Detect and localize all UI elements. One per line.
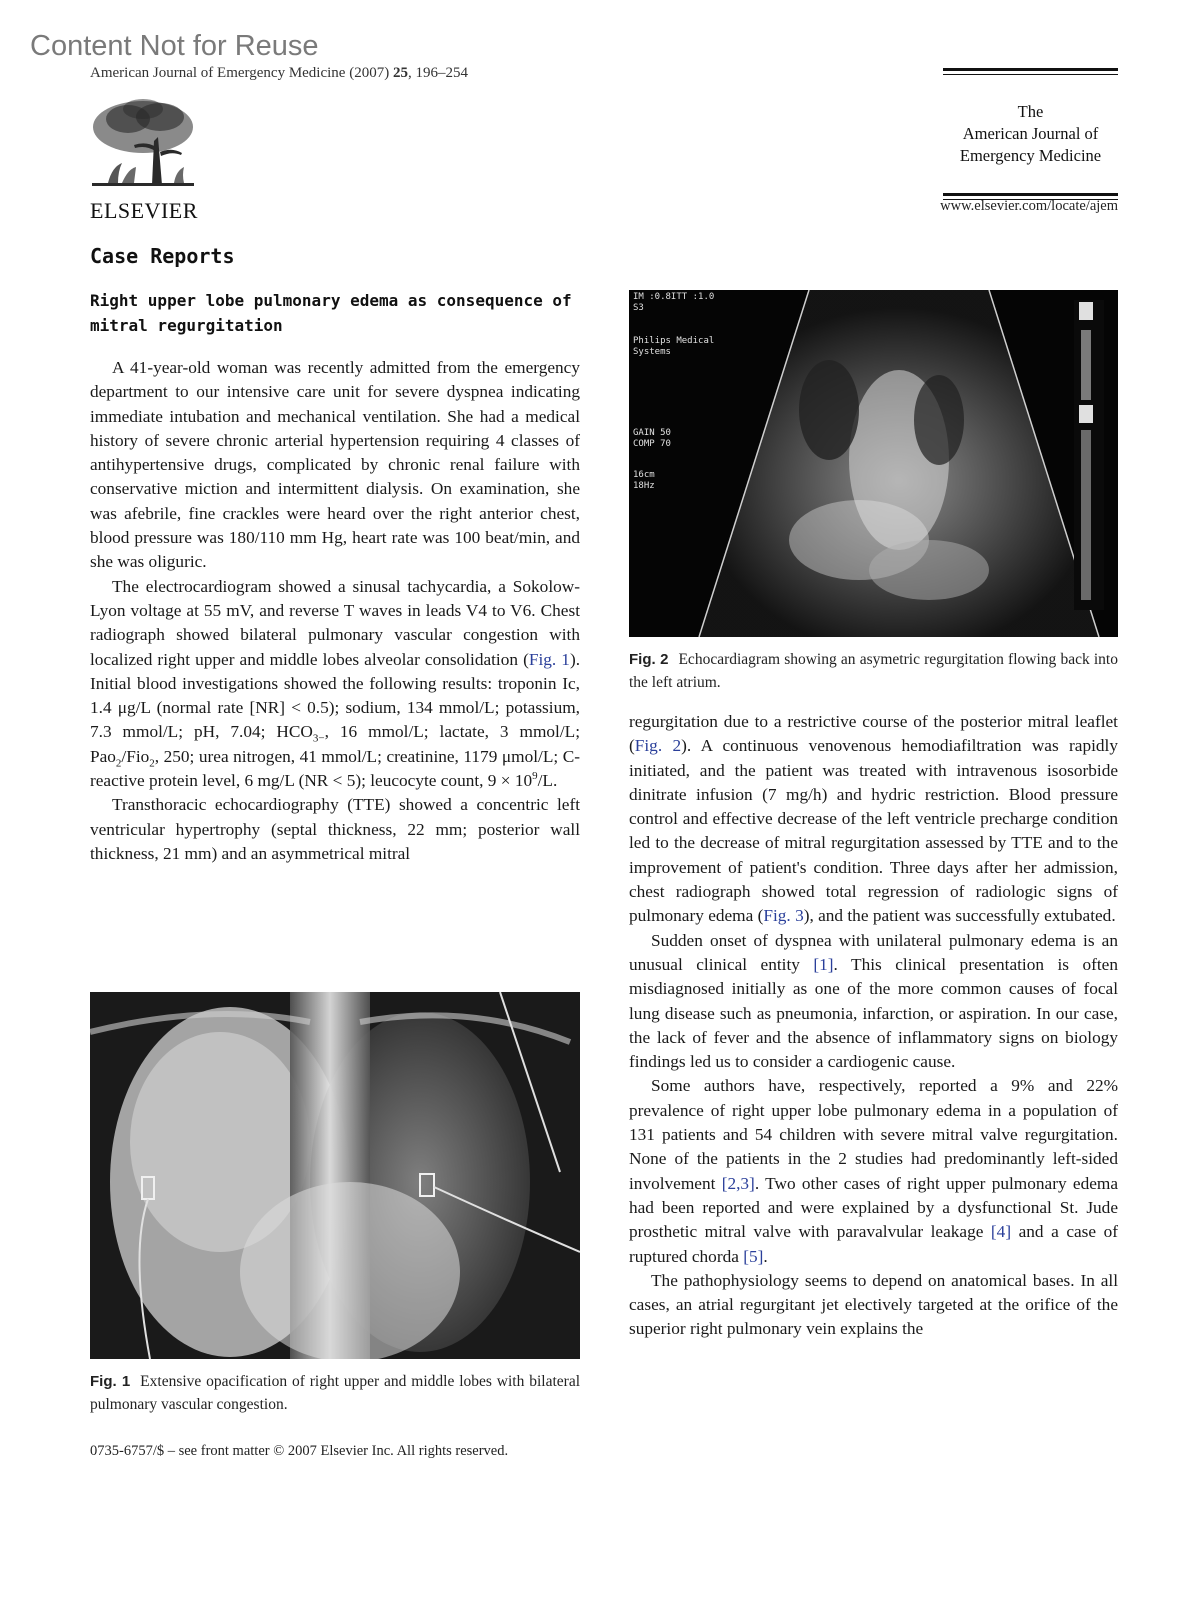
- paragraph: Transthoracic echocardiography (TTE) showed a concentric left ventricular hypertrophy (septal thickness, 22 mm; posterior wall thickness, 21 mm) and an asymmetrical mitral: [90, 795, 580, 863]
- figure-reference-link[interactable]: Fig. 2: [634, 736, 682, 756]
- elsevier-tree-logo: [88, 97, 206, 193]
- figure-reference-link[interactable]: Fig. 3: [763, 906, 804, 926]
- section-heading: Case Reports: [90, 244, 235, 268]
- citation-link[interactable]: [5]: [743, 1246, 764, 1266]
- paragraph: The pathophysiology seems to depend on anatomical bases. In all cases, an atrial regurgitant jet electively targeted at the orifice of the superior right pulmonary vein explains the: [629, 1270, 1118, 1339]
- masthead-rule: [943, 193, 1118, 196]
- watermark: Content Not for Reuse: [30, 30, 319, 62]
- paragraph: Some authors have, respectively, reported a 9% and 22% prevalence of right upper lobe pulmonary edema in a population of 131 patients and 54 children with severe mitral valve regurgitation. None of the patients in the 2 studies had predominantly left-sided involvement [2,3]. Two other cases of right upper pulmonary edema had been reported and were explained by a dysfunctional St. Jude prosthetic mitral valve with paravalvular leakage [4] and a case of ruptured chorda [5].: [629, 1076, 1118, 1266]
- article-title: Right upper lobe pulmonary edema as consequence of mitral regurgitation: [90, 291, 572, 335]
- journal-citation: American Journal of Emergency Medicine (2007) 25, 196–254: [90, 65, 468, 81]
- paragraph: The electrocardiogram showed a sinusal tachycardia, a Sokolow-Lyon voltage at 55 mV, and reverse T waves in leads V4 to V6. Chest radiograph showed bilateral pulmonary vascular congestion with localized right upper and middle lobes alveolar consolidation (Fig. 1). Initial blood investigations showed the following results: troponin Ic, 1.4 μg/L (normal rate [NR] < 0.5); sodium, 134 mmol/L; potassium, 7.3 mmol/L; pH, 7.04; $HCO_{3-}$, 16 mmol/L; lactate, 3 mmol/L; Pao$_2$/Fio$_2$, 250; urea nitrogen, 41 mmol/L; creatinine, 1179 μmol/L; C-reactive protein level, 6 mg/L (NR < 5); leucocyte count, $9 \times 10^9/L$.: [90, 576, 581, 791]
- journal-masthead: [943, 68, 1118, 200]
- right-column-body: [629, 710, 1118, 1342]
- copyright-footer: 0735-6757/$ – see front matter © 2007 Elsevier Inc. All rights reserved.: [90, 1443, 509, 1459]
- paragraph: Sudden onset of dyspnea with unilateral pulmonary edema is an unusual clinical entity [1]. This clinical presentation is often misdiagnosed initially as one of the more common causes of focal lung disease such as pneumonia, infarction, or aspiration. In our case, the lack of fever and the absence of inflammatory signs on biology findings led us to consider a cardiogenic cause.: [629, 930, 1118, 1072]
- journal-url-link[interactable]: www.elsevier.com/locate/ajem: [940, 198, 1118, 214]
- masthead-rule: [943, 68, 1118, 71]
- figure-reference-link[interactable]: Fig. 1: [528, 649, 570, 669]
- paragraph: A 41-year-old woman was recently admitted from the emergency department to our intensive care unit for severe dyspnea indicating immediate intubation and mechanical ventilation. She had a medical history of severe chronic arterial hypertension requiring 4 classes of antihypertensive drugs, complicated by chronic renal failure with conservative miction and intermittent dialysis. On examination, she was afebrile, fine crackles were heard over the right anterior chest, blood pressure was 180/110 mm Hg, heart rate was 100 beat/min, and she was oliguric.: [90, 358, 580, 572]
- paragraph: regurgitation due to a restrictive course of the posterior mitral leaflet (Fig. 2). A continuous venovenous hemodiafiltration was rapidly initiated, and the patient was treated with intravenous isosorbide dinitrate infusion (7 mg/h) and hydric restriction. Blood pressure control and effective decrease of the left ventricle precharge condition led to the decrease of mitral regurgitation assessed by TTE and to the improvement of patient's condition. Three days after her admission, chest radiograph showed total regression of radiologic signs of pulmonary edema (Fig. 3), and the patient was successfully extubated.: [629, 712, 1118, 926]
- citation-link[interactable]: [2,3]: [721, 1173, 755, 1193]
- citation-link[interactable]: [1]: [813, 954, 834, 974]
- figure-1-caption: Fig. 1 Extensive opacification of right upper and middle lobes with bilateral pulmonary vascular congestion.: [90, 1373, 581, 1413]
- citation-link[interactable]: [4]: [990, 1222, 1012, 1242]
- echo-readout: IM :0.8ITT :1.0 S3 Philips Medical Systems GAIN 50 COMP 70 16cm 18Hz: [633, 292, 715, 491]
- left-column-body: [90, 356, 580, 866]
- journal-title: The American Journal of Emergency Medicine: [959, 102, 1102, 165]
- chest-radiograph-figure: [90, 992, 580, 1359]
- figure-2-caption: Fig. 2 Echocardiagram showing an asymetric regurgitation flowing back into the left atrium.: [629, 651, 1118, 691]
- publisher-name: ELSEVIER: [90, 198, 198, 223]
- echocardiogram-figure: [629, 290, 1118, 637]
